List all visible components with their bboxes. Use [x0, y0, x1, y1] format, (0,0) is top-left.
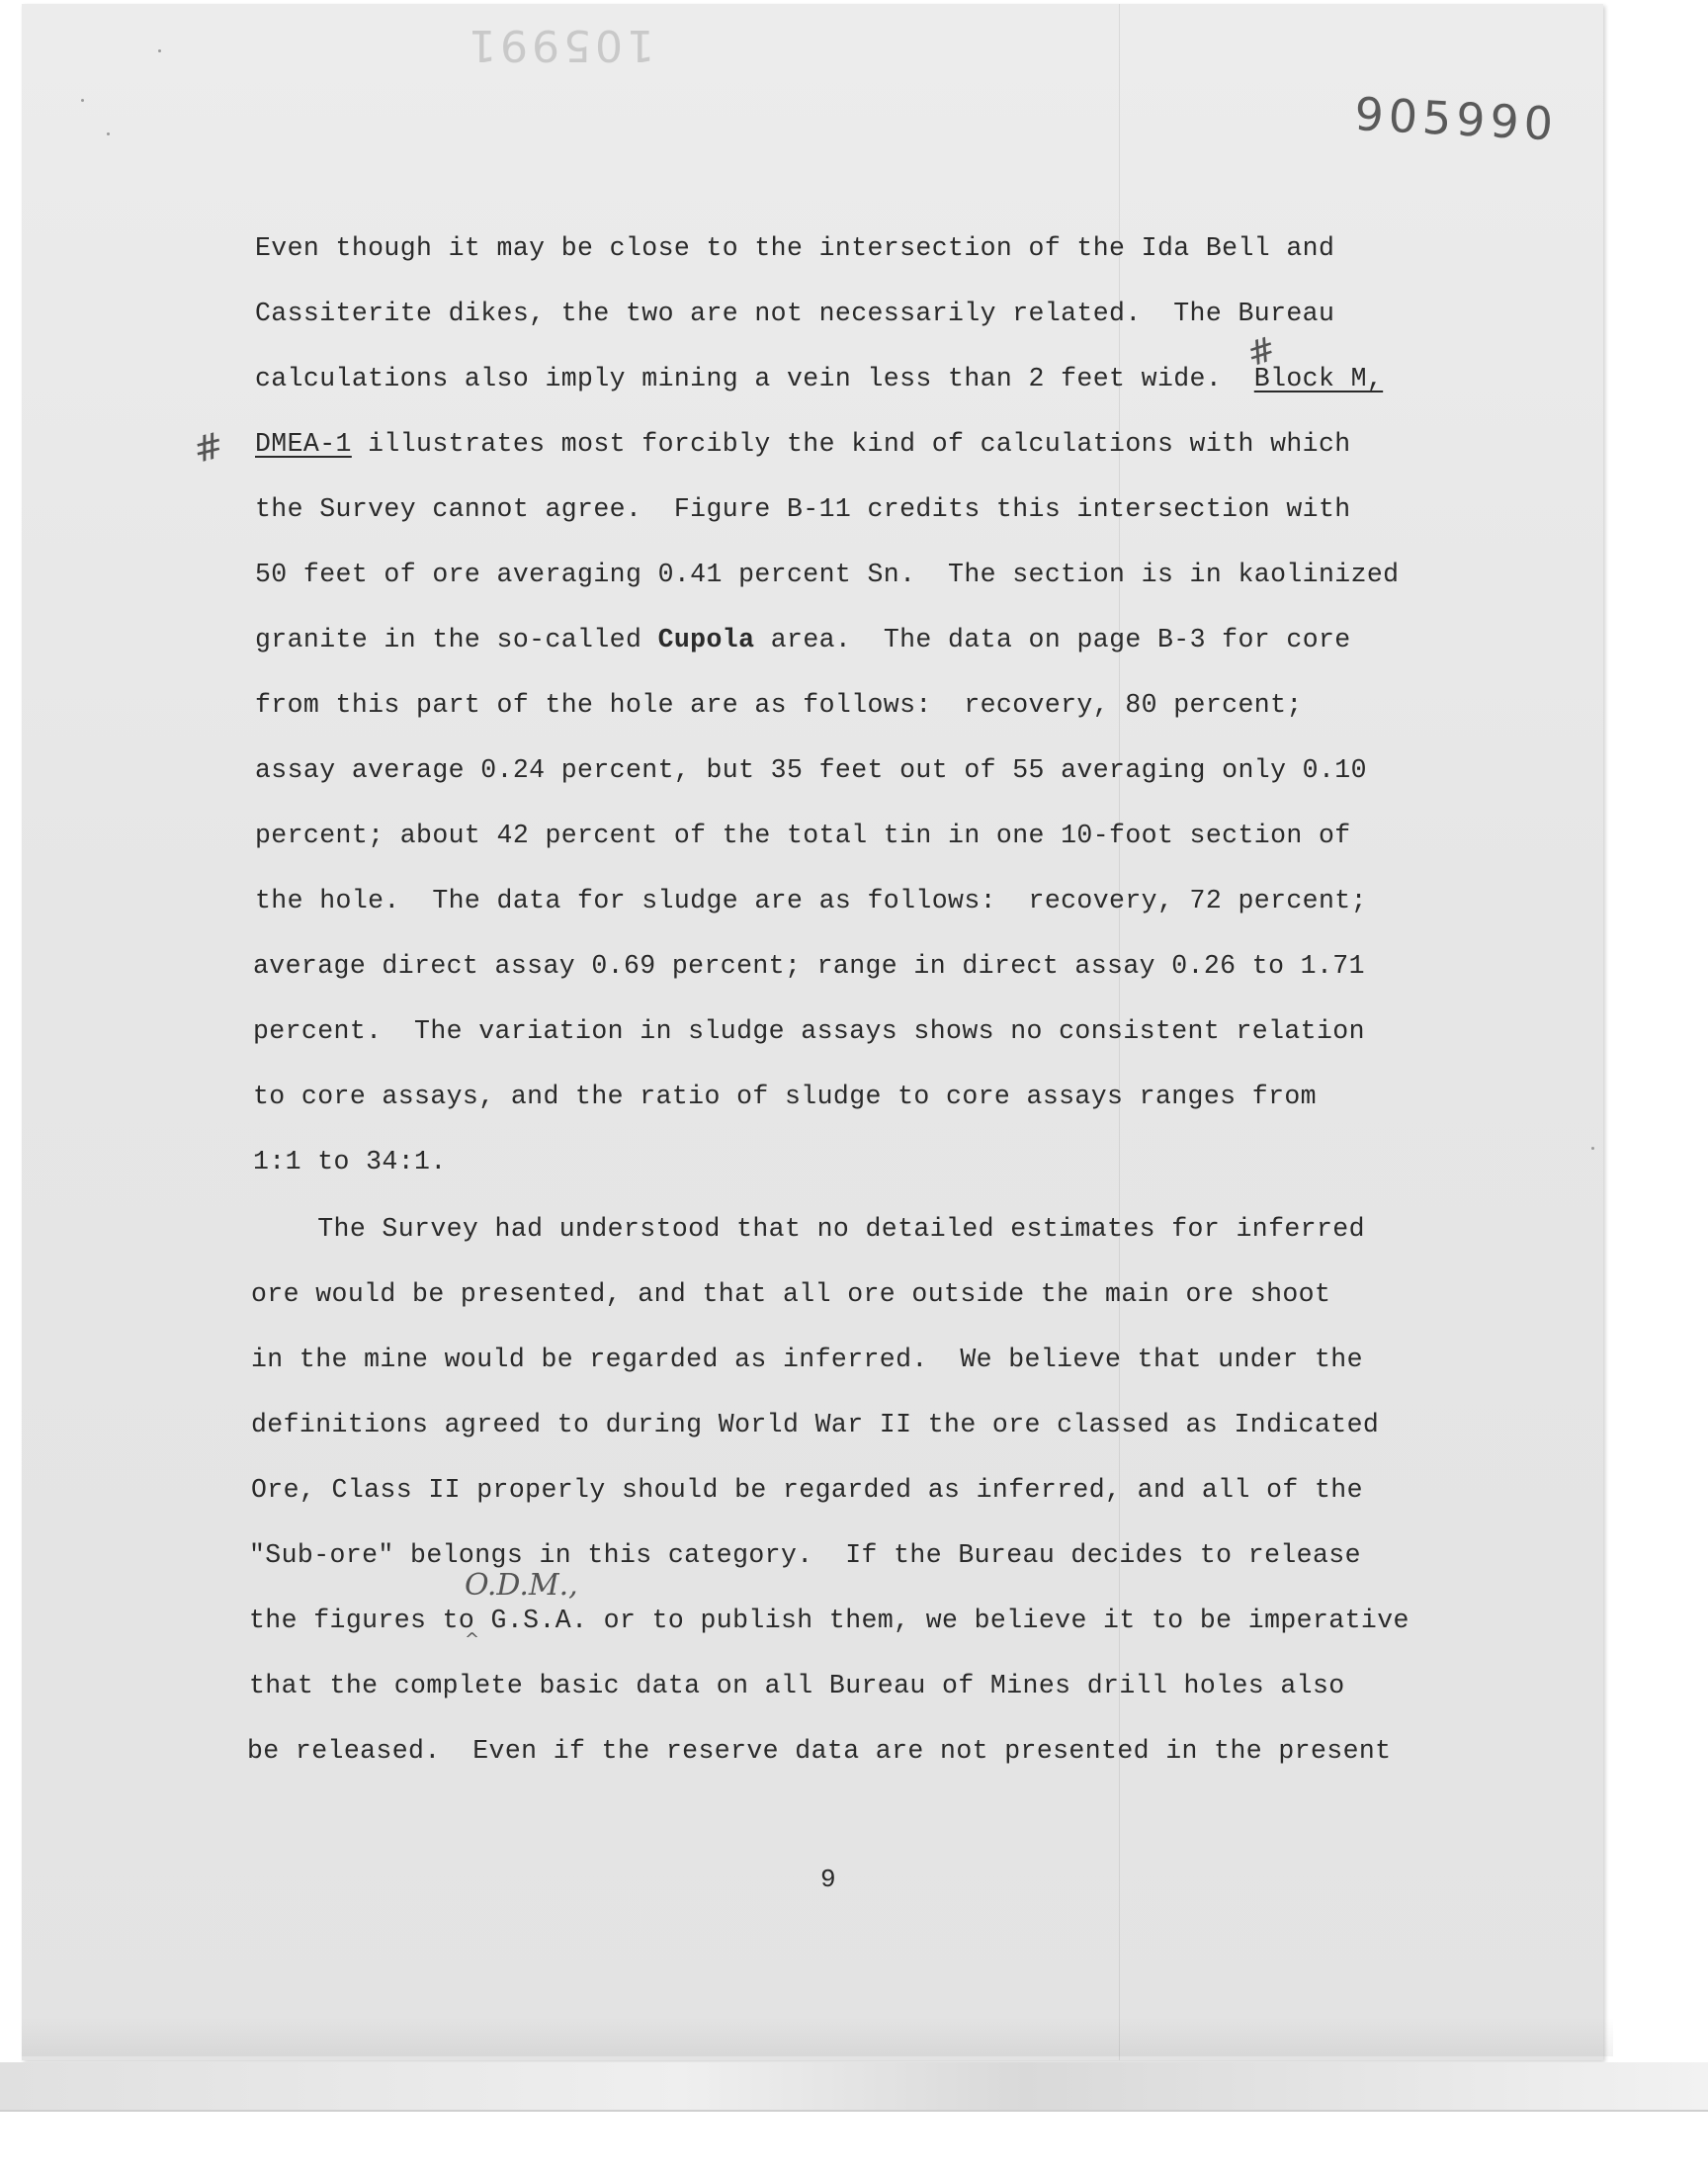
handwritten-insert: O.D.M., — [465, 1568, 578, 1603]
body-line-5: the Survey cannot agree. Figure B-11 credits this intersection with — [255, 494, 1351, 524]
scan-bottom-strip — [0, 2062, 1708, 2110]
body-line-1: Even though it may be close to the intersection of the Ida Bell and — [255, 233, 1335, 263]
margin-hash-mark: # — [189, 424, 228, 473]
body-line-12: average direct assay 0.69 percent; range in direct assay 0.26 to 1.71 — [253, 951, 1365, 981]
underlined-term-dmea: DMEA-1 — [255, 429, 352, 459]
page-bottom-shadow — [22, 2017, 1613, 2056]
body-line-13: percent. The variation in sludge assays shows no consistent relation — [253, 1016, 1365, 1046]
scan-speck — [1591, 1147, 1594, 1150]
page-number: 9 — [820, 1865, 836, 1894]
body-line-24: be released. Even if the reserve data are not presented in the present — [247, 1736, 1392, 1766]
body-line-15: 1:1 to 34:1. — [253, 1147, 447, 1176]
body-line-17: ore would be presented, and that all ore outside the main ore shoot — [251, 1279, 1331, 1309]
body-line-19: definitions agreed to during World War II the ore classed as Indicated — [251, 1410, 1380, 1439]
scan-speck — [158, 49, 161, 52]
document-stamp-number: 905990 — [1353, 87, 1560, 151]
body-line-16: The Survey had understood that no detailed estimates for inferred — [253, 1214, 1365, 1244]
body-line-21: "Sub-ore" belongs in this category. If the Bureau decides to release — [249, 1540, 1361, 1570]
body-text-span: the figures to — [249, 1606, 475, 1635]
body-line-6: 50 feet of ore averaging 0.41 percent Sn. The section is in kaolinized — [255, 560, 1400, 589]
scan-speck — [81, 99, 84, 102]
body-line-8: from this part of the hole are as follows: recovery, 80 percent; — [255, 690, 1303, 720]
body-line-20: Ore, Class II properly should be regarded as inferred, and all of the — [251, 1475, 1363, 1505]
body-line-22 — [249, 1606, 1409, 1635]
body-line-3 — [255, 364, 1383, 393]
body-text-span: granite in the so-called — [255, 625, 658, 654]
body-line-23: that the complete basic data on all Bureau of Mines drill holes also — [249, 1671, 1345, 1700]
body-text-span: illustrates most forcibly the kind of calculations with which — [351, 429, 1351, 459]
body-line-2: Cassiterite dikes, the two are not necessarily related. The Bureau — [255, 299, 1335, 328]
body-text-span: G.S.A. or to publish them, we believe it to be imperative — [474, 1606, 1409, 1635]
body-line-18: in the mine would be regarded as inferred. We believe that under the — [251, 1345, 1363, 1374]
bleed-through-number: 105991 — [465, 20, 654, 70]
margin-hash-mark: # — [1241, 328, 1281, 376]
body-line-9: assay average 0.24 percent, but 35 feet out of 55 averaging only 0.10 — [255, 755, 1367, 785]
handwritten-caret: ^ — [465, 1629, 480, 1650]
scan-edge-line — [0, 2110, 1708, 2112]
body-text-span: calculations also imply mining a vein less than 2 feet wide. — [255, 364, 1254, 393]
underlined-term-block-m: Block M, — [1253, 364, 1384, 393]
body-text-span: area. The data on page B-3 for core — [754, 625, 1351, 654]
body-line-10: percent; about 42 percent of the total tin in one 10-foot section of — [255, 821, 1351, 850]
scan-speck — [107, 132, 110, 135]
body-line-7 — [255, 625, 1351, 654]
body-line-4 — [255, 429, 1351, 459]
bold-term-cupola: Cupola — [657, 625, 755, 654]
body-line-14: to core assays, and the ratio of sludge to core assays ranges from — [253, 1082, 1317, 1111]
body-line-11: the hole. The data for sludge are as follows: recovery, 72 percent; — [255, 886, 1367, 915]
